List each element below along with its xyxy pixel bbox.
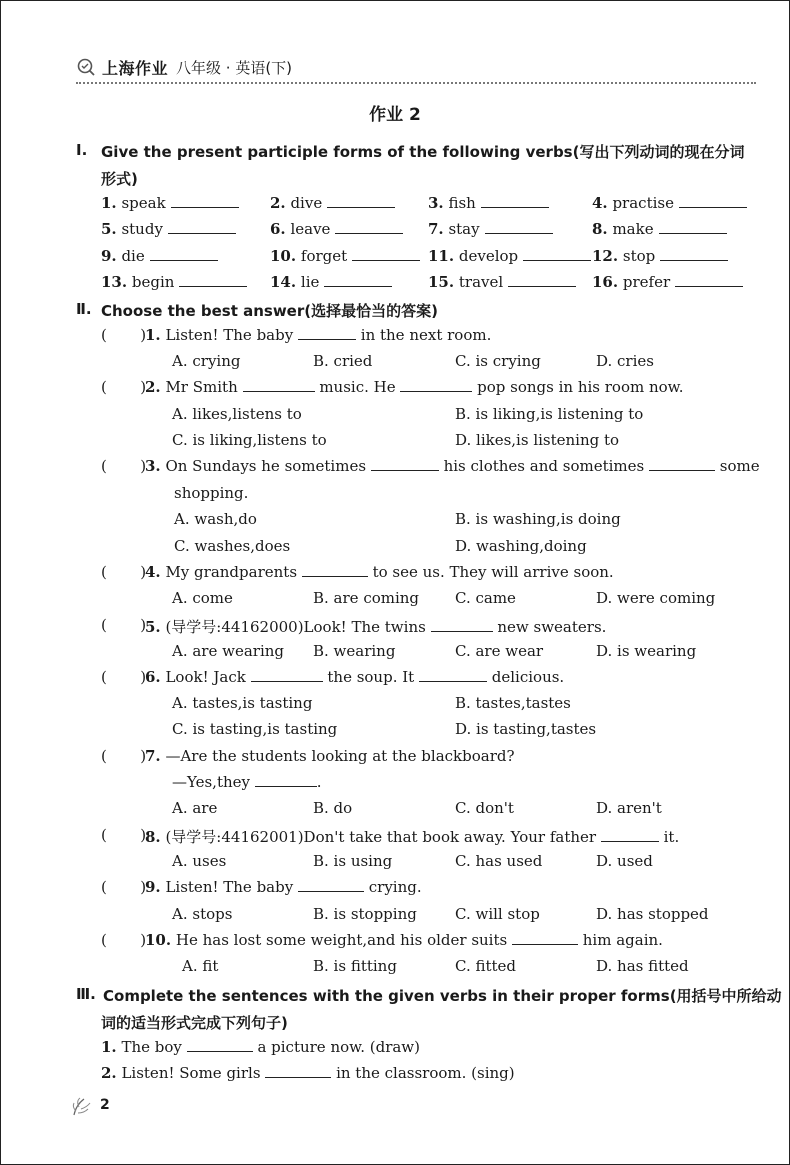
answer-bracket[interactable]: ( ) <box>101 457 147 475</box>
option-c[interactable]: C. is crying <box>455 352 541 370</box>
verb-item <box>428 194 549 212</box>
verb-item <box>270 273 392 291</box>
verb-number: 11. <box>428 247 455 265</box>
option-d[interactable]: D. were coming <box>596 589 716 607</box>
question-text: him again. <box>582 931 663 949</box>
verb-word: travel <box>458 273 504 291</box>
verb-word: make <box>612 220 654 238</box>
answer-bracket[interactable]: ( ) <box>101 878 147 896</box>
option-a[interactable]: A. are wearing <box>172 642 285 660</box>
answer-blank[interactable] <box>419 669 487 682</box>
answer-blank[interactable] <box>400 379 472 392</box>
answer-blank[interactable] <box>675 274 743 287</box>
option-c[interactable]: C. is liking,listens to <box>172 431 327 449</box>
option-a[interactable]: A. come <box>172 589 233 607</box>
answer-blank[interactable] <box>150 248 218 261</box>
answer-blank[interactable] <box>298 879 364 892</box>
verb-word: study <box>121 220 163 238</box>
verb-item <box>592 273 743 291</box>
question-text: in the next room. <box>360 326 492 344</box>
verb-number: 12. <box>592 247 619 265</box>
option-b[interactable]: B. is using <box>313 852 393 870</box>
question-text: My grandparents <box>165 563 298 581</box>
answer-blank[interactable] <box>171 195 239 208</box>
verb-number: 9. <box>101 247 117 265</box>
section2-numeral: Ⅱ. <box>76 300 92 318</box>
question-text: —Yes,they <box>172 773 250 791</box>
question-text: Listen! The baby <box>165 326 294 344</box>
question-text: crying. <box>368 878 422 896</box>
question-text: —Are the students looking at the blackboard? <box>165 747 515 765</box>
section1-numeral: Ⅰ. <box>76 141 88 159</box>
answer-blank[interactable] <box>251 669 323 682</box>
section1-title-line2: 形式) <box>101 170 138 188</box>
verb-number: 4. <box>592 194 608 212</box>
page-title: 作业 2 <box>369 105 421 125</box>
answer-blank[interactable] <box>508 274 576 287</box>
question-text: Listen! The baby <box>165 878 294 896</box>
verb-word: dive <box>290 194 323 212</box>
question-text: (导学号:44162001)Don't take that book away. Your father <box>165 828 597 846</box>
option-a[interactable]: A. uses <box>172 852 227 870</box>
question-text: some <box>719 457 760 475</box>
verb-word: die <box>121 247 145 265</box>
answer-blank[interactable] <box>327 195 395 208</box>
option-b[interactable]: B. is liking,is listening to <box>455 405 644 423</box>
question-text: pop songs in his room now. <box>477 378 684 396</box>
answer-bracket[interactable]: ( ) <box>101 826 147 844</box>
sentence-number: 1. <box>101 1038 117 1056</box>
verb-number: 14. <box>270 273 297 291</box>
option-c[interactable]: C. are wear <box>455 642 544 660</box>
verb-item <box>428 247 591 265</box>
answer-blank[interactable] <box>335 221 403 234</box>
option-c[interactable]: C. will stop <box>455 905 540 923</box>
sentence-text: The boy <box>121 1038 182 1056</box>
option-b[interactable]: B. cried <box>313 352 373 370</box>
option-c[interactable]: C. came <box>455 589 516 607</box>
page-header <box>76 55 292 79</box>
verb-word: practise <box>612 194 674 212</box>
verb-item <box>592 194 747 212</box>
verb-item <box>270 194 395 212</box>
verb-item <box>101 220 236 238</box>
option-a[interactable]: A. fit <box>182 957 219 975</box>
option-b[interactable]: B. do <box>313 799 353 817</box>
question-text: it. <box>663 828 680 846</box>
answer-blank[interactable] <box>352 248 420 261</box>
answer-bracket[interactable]: ( ) <box>101 931 147 949</box>
answer-blank[interactable] <box>187 1039 253 1052</box>
option-d[interactable]: D. likes,is listening to <box>455 431 620 449</box>
question-number: 4. <box>145 563 161 581</box>
sentence-text: a picture now. (draw) <box>257 1038 420 1056</box>
answer-blank[interactable] <box>179 274 247 287</box>
answer-blank[interactable] <box>512 932 578 945</box>
sentence-text: Listen! Some girls <box>121 1064 261 1082</box>
answer-blank[interactable] <box>523 248 591 261</box>
answer-blank[interactable] <box>298 327 356 340</box>
option-b[interactable]: B. are coming <box>313 589 420 607</box>
verb-word: fish <box>448 194 476 212</box>
option-c[interactable]: C. fitted <box>455 957 517 975</box>
question-number: 7. <box>145 747 161 765</box>
book-subtitle: 八年级 · 英语(下) <box>176 58 293 77</box>
answer-blank[interactable] <box>324 274 392 287</box>
magnifier-logo-icon <box>76 57 96 77</box>
section1-title-line1: Give the present participle forms of the following verbs(写出下列动词的现在分词 <box>101 143 745 161</box>
option-d[interactable]: D. has fitted <box>596 957 689 975</box>
question-number: 1. <box>145 326 161 344</box>
option-c[interactable]: C. has used <box>455 852 543 870</box>
question-number: 8. <box>145 828 161 846</box>
question-text: Mr Smith <box>165 378 238 396</box>
question-text: delicious. <box>491 668 565 686</box>
verb-number: 5. <box>101 220 117 238</box>
answer-blank[interactable] <box>302 564 368 577</box>
answer-bracket[interactable]: ( ) <box>101 378 147 396</box>
answer-blank[interactable] <box>168 221 236 234</box>
verb-word: begin <box>131 273 175 291</box>
option-a[interactable]: A. stops <box>172 905 233 923</box>
option-a[interactable]: A. crying <box>172 352 241 370</box>
option-a[interactable]: A. are <box>172 799 218 817</box>
header-divider <box>76 82 756 84</box>
verb-item <box>592 220 727 238</box>
question-text: to see us. They will arrive soon. <box>372 563 614 581</box>
verb-word: stay <box>448 220 480 238</box>
question-number: 6. <box>145 668 161 686</box>
option-c[interactable]: C. washes,does <box>174 537 291 555</box>
answer-bracket[interactable]: ( ) <box>101 326 147 344</box>
option-b[interactable]: B. tastes,tastes <box>455 694 571 712</box>
question-text: He has lost some weight,and his older suits <box>175 931 508 949</box>
verb-number: 8. <box>592 220 608 238</box>
option-d[interactable]: D. is tasting,tastes <box>455 720 597 738</box>
question-text: (导学号:44162000)Look! The twins <box>165 618 426 636</box>
answer-blank[interactable] <box>660 248 728 261</box>
answer-bracket[interactable]: ( ) <box>101 563 147 581</box>
question-text: music. He <box>319 378 396 396</box>
answer-blank[interactable] <box>255 774 317 787</box>
option-c[interactable]: C. don't <box>455 799 514 817</box>
verb-word: leave <box>290 220 331 238</box>
option-d[interactable]: D. has stopped <box>596 905 709 923</box>
question-text: . <box>316 773 322 791</box>
answer-blank[interactable] <box>649 458 715 471</box>
option-a[interactable]: A. tastes,is tasting <box>172 694 313 712</box>
verb-number: 7. <box>428 220 444 238</box>
question-text: shopping. <box>174 484 249 502</box>
option-b[interactable]: B. is washing,is doing <box>455 510 621 528</box>
verb-item <box>592 247 728 265</box>
answer-blank[interactable] <box>243 379 315 392</box>
question-number: 5. <box>145 618 161 636</box>
answer-blank[interactable] <box>485 221 553 234</box>
verb-item <box>101 194 239 212</box>
verb-number: 1. <box>101 194 117 212</box>
option-b[interactable]: B. is fitting <box>313 957 397 975</box>
option-a[interactable]: A. likes,listens to <box>172 405 302 423</box>
option-a[interactable]: A. wash,do <box>174 510 257 528</box>
answer-blank[interactable] <box>431 619 493 632</box>
question-text: On Sundays he sometimes <box>165 457 367 475</box>
question-text: his clothes and sometimes <box>443 457 645 475</box>
page-number: 2 <box>100 1097 110 1113</box>
sentence-number: 2. <box>101 1064 117 1082</box>
section3-numeral: Ⅲ. <box>76 985 96 1003</box>
verb-number: 16. <box>592 273 619 291</box>
option-d[interactable]: D. washing,doing <box>455 537 587 555</box>
answer-bracket[interactable]: ( ) <box>101 616 147 634</box>
answer-bracket[interactable]: ( ) <box>101 668 147 686</box>
question-text: Look! Jack <box>165 668 246 686</box>
question-text: the soup. It <box>327 668 415 686</box>
verb-number: 3. <box>428 194 444 212</box>
verb-word: stop <box>622 247 656 265</box>
verb-item <box>270 247 420 265</box>
option-d[interactable]: D. is wearing <box>596 642 697 660</box>
option-b[interactable]: B. wearing <box>313 642 396 660</box>
answer-blank[interactable] <box>601 829 659 842</box>
verb-number: 10. <box>270 247 297 265</box>
question-text: new sweaters. <box>497 618 607 636</box>
verb-number: 2. <box>270 194 286 212</box>
answer-blank[interactable] <box>659 221 727 234</box>
answer-bracket[interactable]: ( ) <box>101 747 147 765</box>
question-number: 3. <box>145 457 161 475</box>
sentence-text: in the classroom. (sing) <box>336 1064 515 1082</box>
verb-item <box>101 247 218 265</box>
verb-number: 6. <box>270 220 286 238</box>
option-c[interactable]: C. is tasting,is tasting <box>172 720 338 738</box>
answer-blank[interactable] <box>679 195 747 208</box>
question-number: 9. <box>145 878 161 896</box>
answer-blank[interactable] <box>371 458 439 471</box>
leaf-ornament-icon <box>70 1093 96 1119</box>
verb-word: prefer <box>622 273 671 291</box>
option-b[interactable]: B. is stopping <box>313 905 417 923</box>
verb-number: 13. <box>101 273 128 291</box>
option-d[interactable]: D. cries <box>596 352 654 370</box>
verb-item <box>101 273 247 291</box>
question-number: 10. <box>145 931 172 949</box>
verb-item <box>270 220 403 238</box>
section3-title-line1: Complete the sentences with the given verbs in their proper forms(用括号中所给动 <box>103 987 782 1005</box>
option-d[interactable]: D. used <box>596 852 653 870</box>
question-number: 2. <box>145 378 161 396</box>
verb-word: speak <box>121 194 166 212</box>
book-title: 上海作业 <box>102 58 169 78</box>
answer-blank[interactable] <box>481 195 549 208</box>
verb-word: forget <box>300 247 348 265</box>
verb-item <box>428 220 553 238</box>
verb-word: develop <box>458 247 519 265</box>
answer-blank[interactable] <box>265 1065 331 1078</box>
verb-number: 15. <box>428 273 455 291</box>
verb-item <box>428 273 576 291</box>
verb-word: lie <box>300 273 320 291</box>
section3-title-line2: 词的适当形式完成下列句子) <box>101 1014 288 1032</box>
section2-title: Choose the best answer(选择最恰当的答案) <box>101 302 438 320</box>
option-d[interactable]: D. aren't <box>596 799 662 817</box>
